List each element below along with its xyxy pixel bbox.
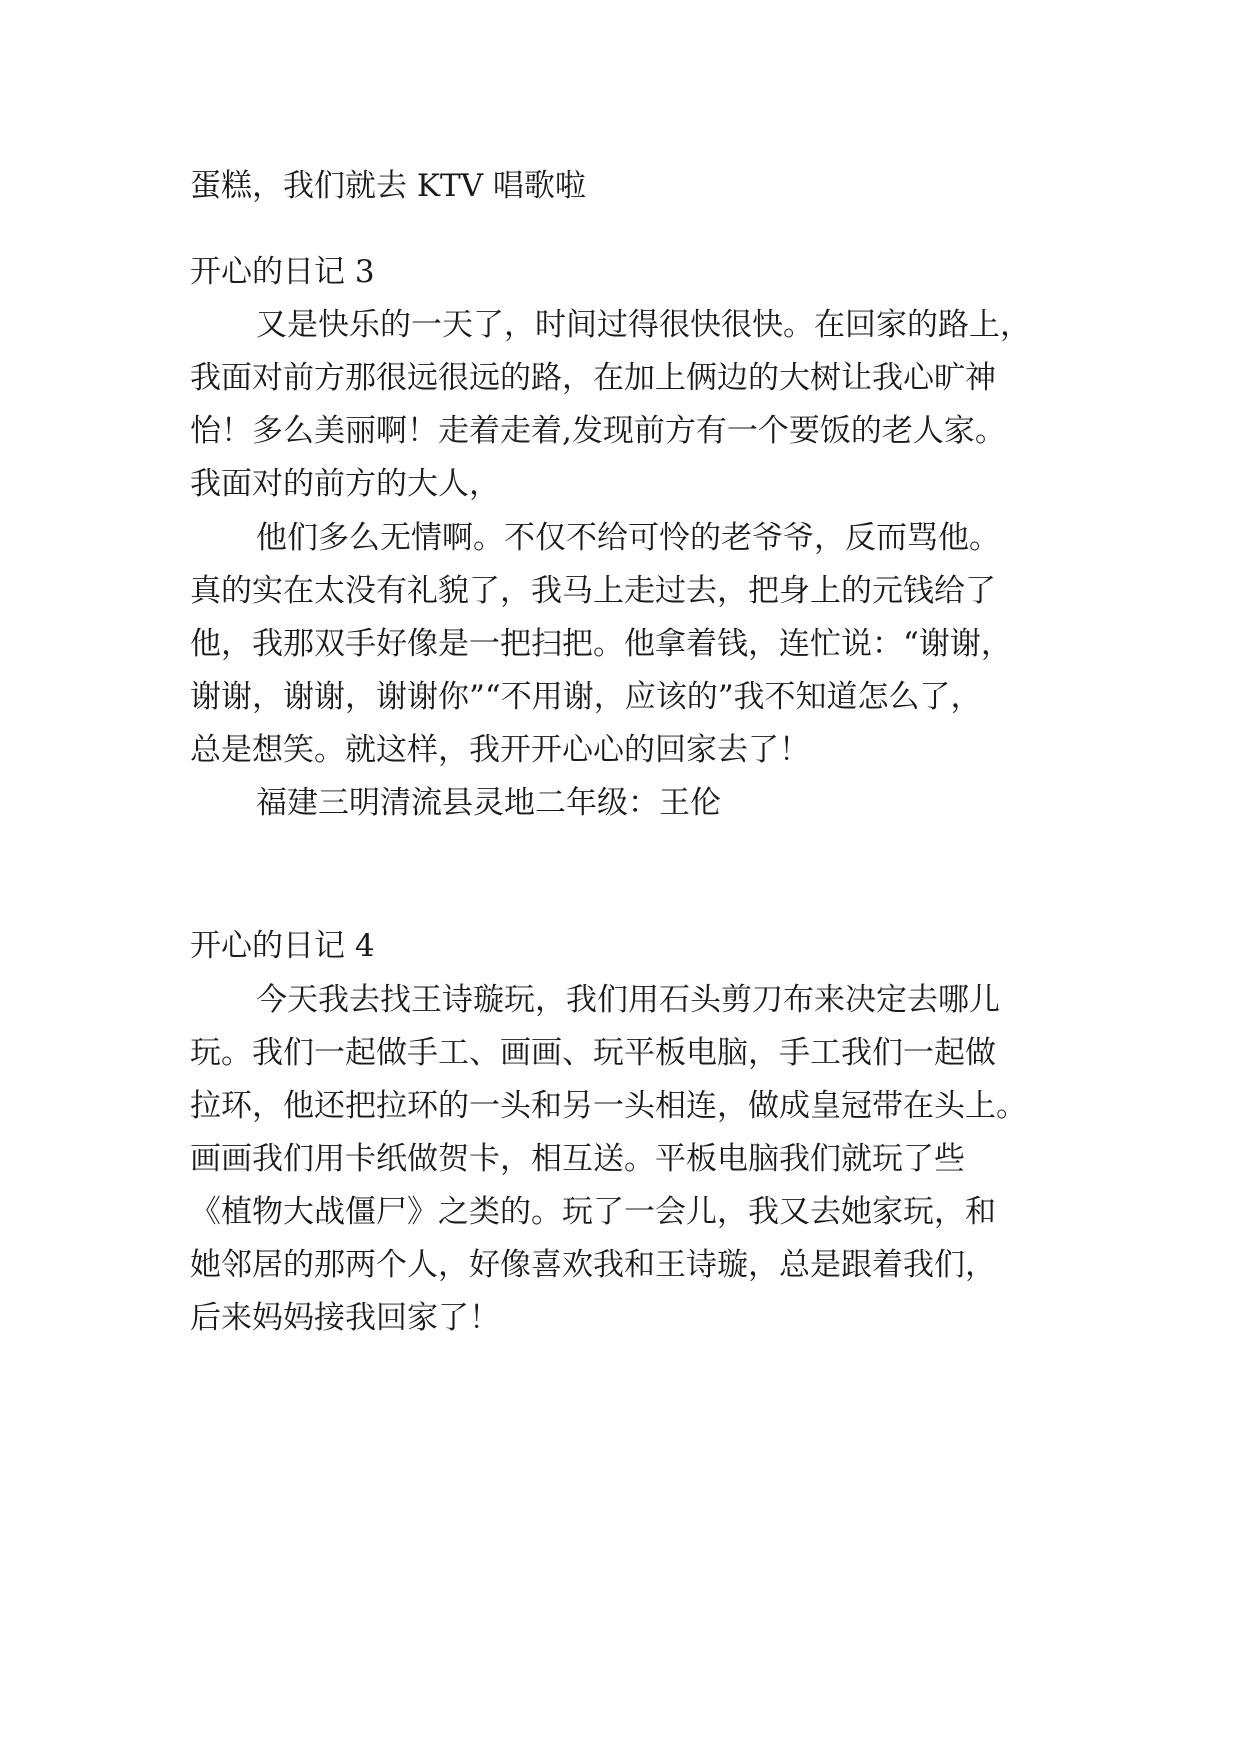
diary-3-line: 总是想笑。就这样，我开开心心的回家去了！ <box>190 732 810 768</box>
diary-3-line: 他，我那双手好像是一把扫把。他拿着钱，连忙说：“谢谢， <box>190 626 1012 662</box>
diary-4-title: 开心的日记 4 <box>190 928 375 964</box>
diary-3-author: 福建三明清流县灵地二年级：王伦 <box>256 785 721 821</box>
intro-line: 蛋糕，我们就去 KTV 唱歌啦 <box>190 168 586 204</box>
diary-3-title: 开心的日记 3 <box>190 254 375 290</box>
diary-3-line: 真的实在太没有礼貌了，我马上走过去，把身上的元钱给了 <box>190 573 996 609</box>
diary-3-line: 又是快乐的一天了，时间过得很快很快。在回家的路上， <box>256 307 1031 343</box>
diary-4-line: 《植物大战僵尸》之类的。玩了一会儿，我又去她家玩，和 <box>190 1194 996 1230</box>
diary-4-line: 她邻居的那两个人，好像喜欢我和王诗璇，总是跟着我们， <box>190 1247 996 1283</box>
diary-4-line: 画画我们用卡纸做贺卡，相互送。平板电脑我们就玩了些 <box>190 1141 965 1177</box>
diary-3-line: 我面对前方那很远很远的路，在加上俩边的大树让我心旷神 <box>190 360 996 396</box>
diary-3-line: 他们多么无情啊。不仅不给可怜的老爷爷，反而骂他。 <box>256 520 1000 556</box>
diary-3-line: 我面对的前方的大人， <box>190 466 500 502</box>
diary-4-line: 玩。我们一起做手工、画画、玩平板电脑，手工我们一起做 <box>190 1035 996 1071</box>
diary-3-line: 谢谢，谢谢，谢谢你”“不用谢，应该的”我不知道怎么了， <box>190 679 982 715</box>
diary-4-line: 后来妈妈接我回家了！ <box>190 1300 500 1336</box>
diary-3-line: 怡！多么美丽啊！走着走着,发现前方有一个要饭的老人家。 <box>190 413 1006 449</box>
diary-4-line: 今天我去找王诗璇玩，我们用石头剪刀布来决定去哪儿 <box>256 982 1000 1018</box>
diary-4-line: 拉环，他还把拉环的一头和另一头相连，做成皇冠带在头上。 <box>190 1088 1027 1124</box>
